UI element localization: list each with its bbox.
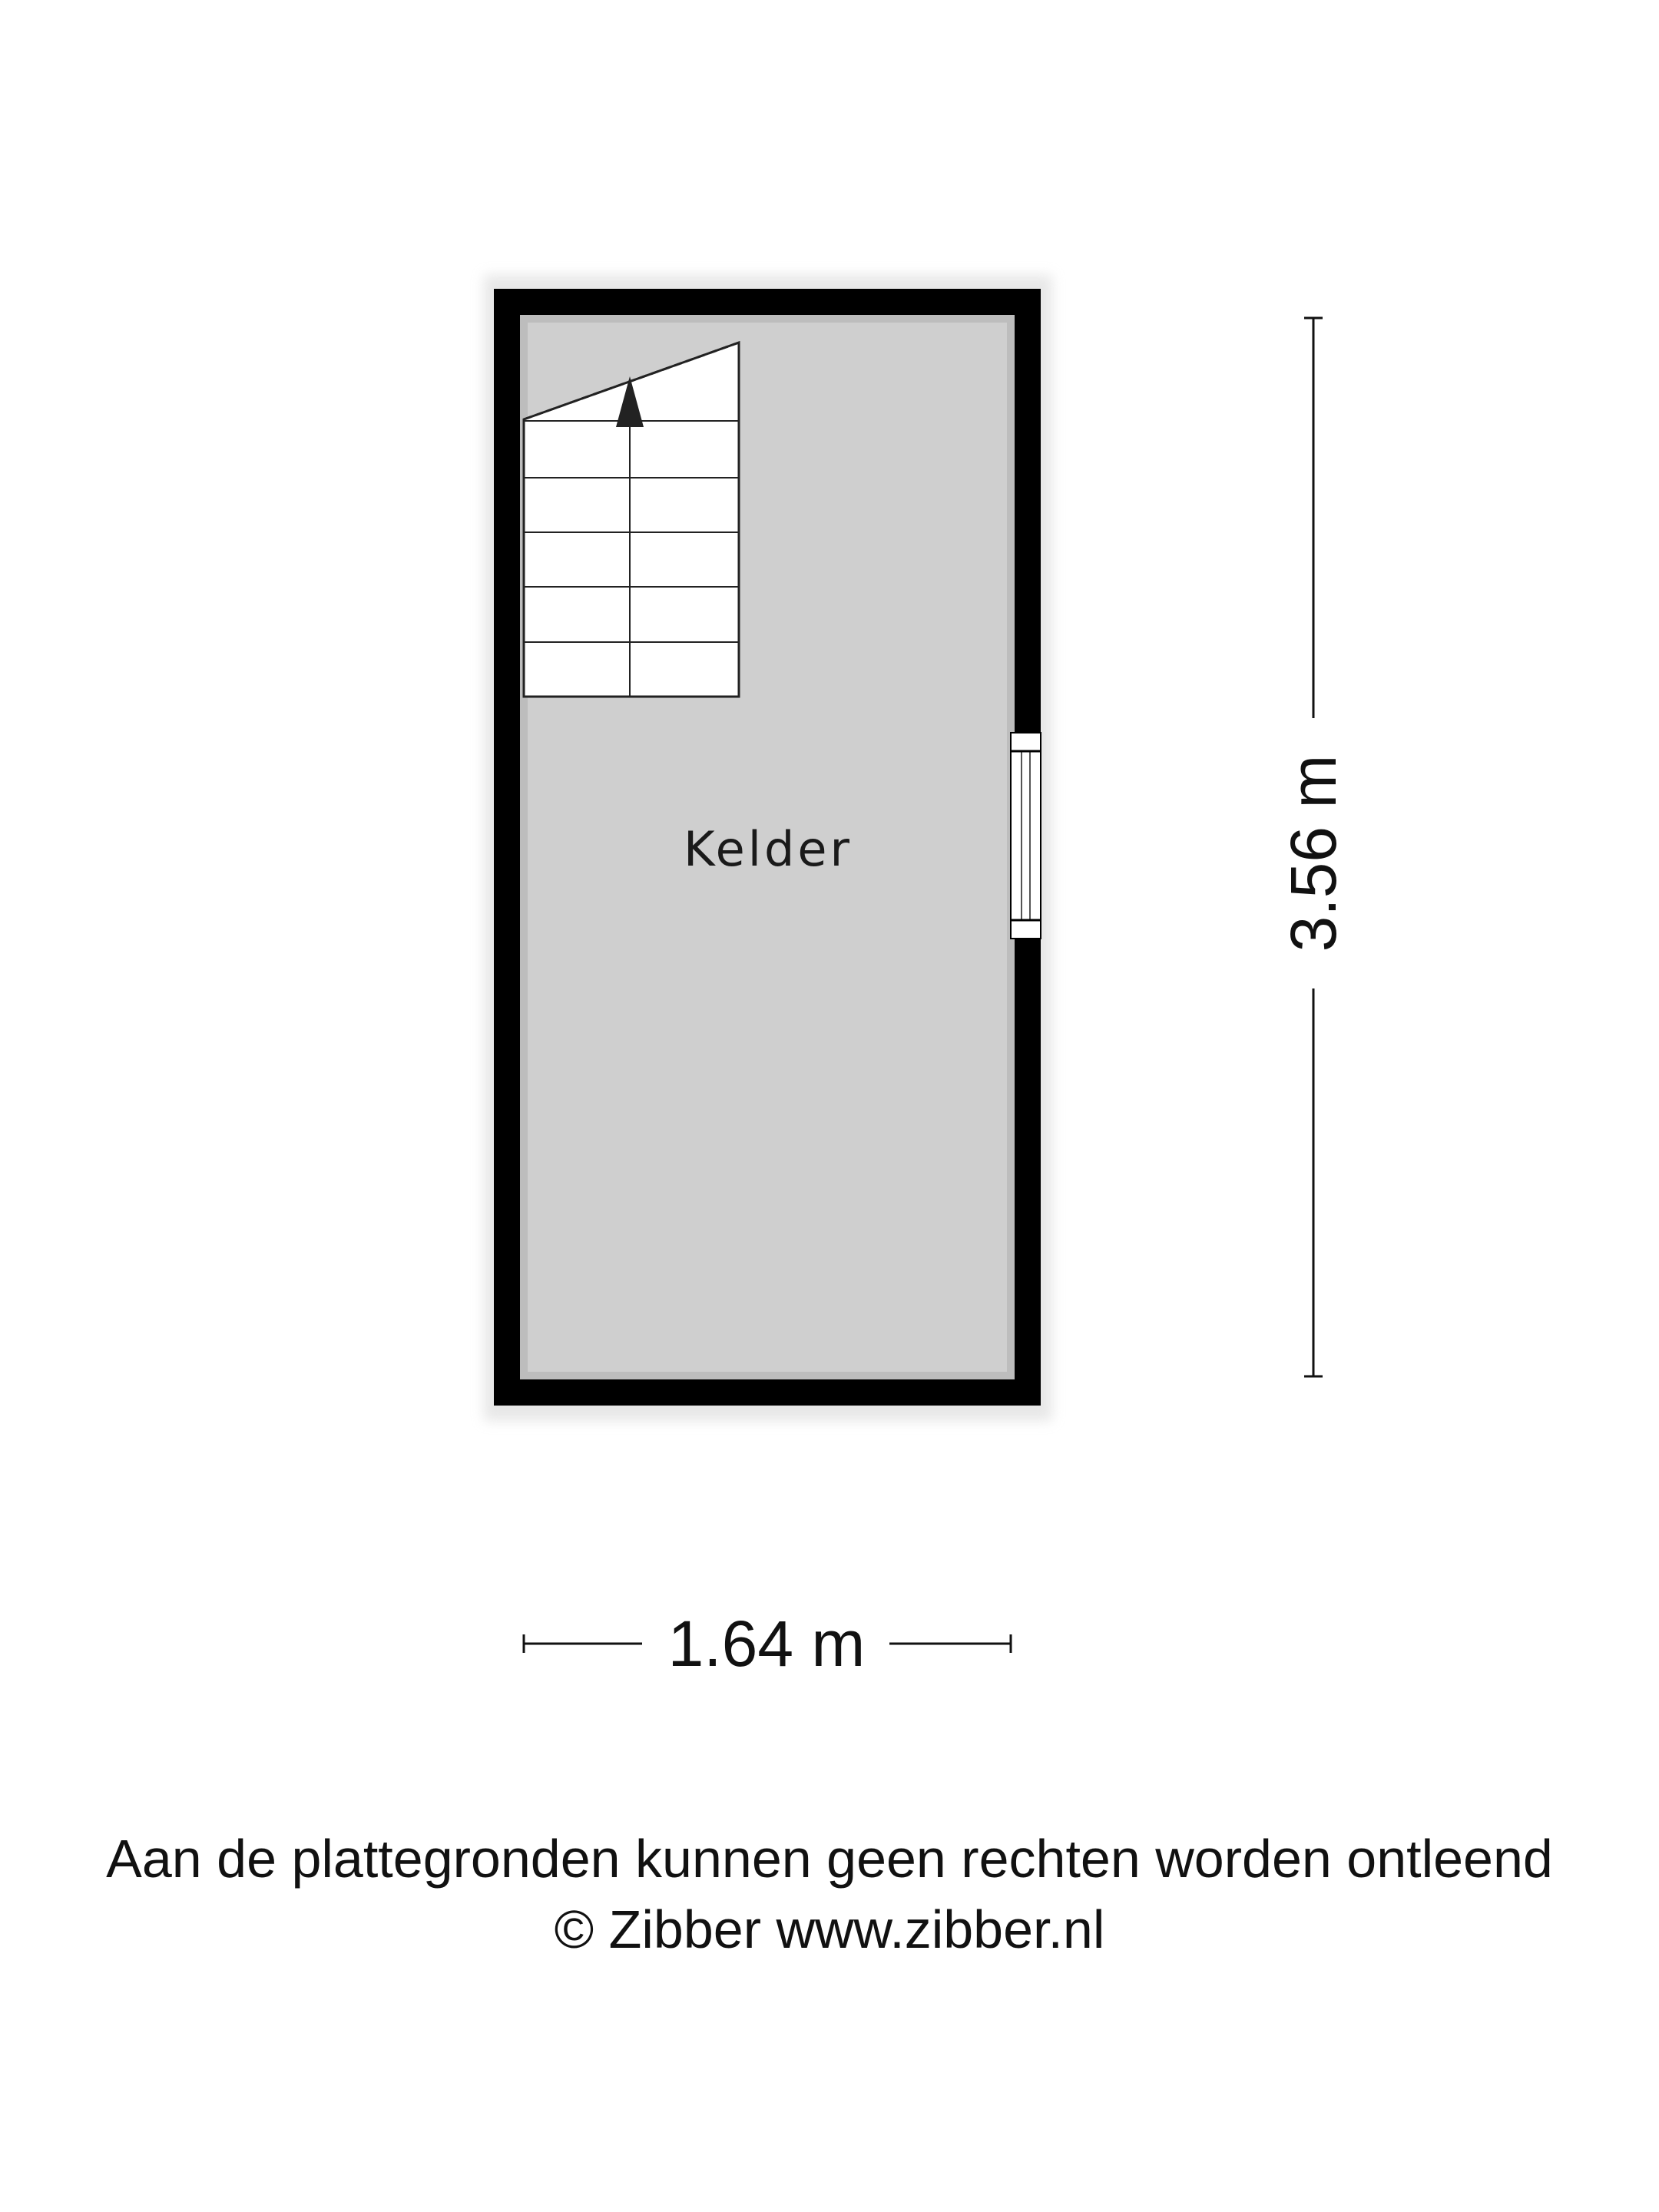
- disclaimer-text: Aan de plattegronden kunnen geen rechten worden ontleend: [106, 1829, 1553, 1889]
- room-label: Kelder: [684, 821, 853, 877]
- height-label: 3.56 m: [1277, 754, 1349, 952]
- window: [1011, 733, 1041, 939]
- width-dimension: [524, 1608, 1011, 1680]
- window-opening: [1011, 733, 1041, 939]
- width-label: 1.64 m: [667, 1608, 866, 1680]
- height-dimension: [1277, 318, 1349, 1376]
- copyright-text: © Zibber www.zibber.nl: [554, 1899, 1105, 1959]
